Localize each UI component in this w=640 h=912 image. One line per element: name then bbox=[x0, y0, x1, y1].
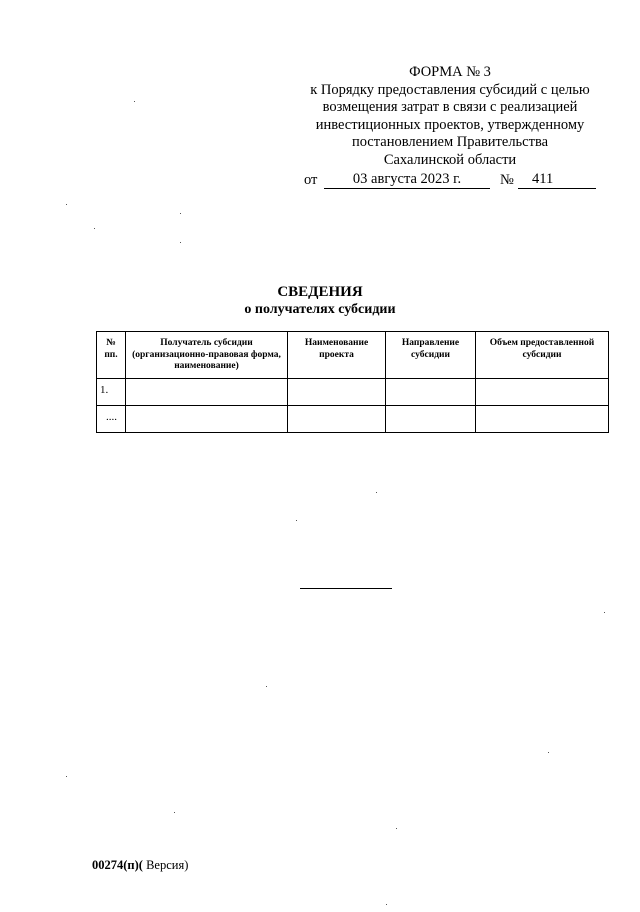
scan-speck bbox=[604, 612, 605, 613]
recipients-table bbox=[96, 331, 609, 433]
closing-divider bbox=[300, 588, 392, 589]
header-line-2: возмещения затрат в связи с реализацией bbox=[322, 99, 578, 115]
document-subtitle: о получателях субсидии bbox=[244, 302, 396, 317]
cell-amount bbox=[476, 406, 609, 433]
scan-speck bbox=[396, 828, 397, 829]
header-project-name: Наименование проекта bbox=[288, 332, 386, 379]
footer-version: Версия) bbox=[142, 858, 189, 872]
header-amount: Объем предоставленной субсидии bbox=[476, 332, 609, 379]
scan-speck bbox=[134, 101, 135, 102]
header-recipient: Получатель субсидии (организационно-правовая форма, наименование) bbox=[126, 332, 288, 379]
footer-code: 00274(п)( bbox=[92, 858, 143, 872]
scan-speck bbox=[266, 686, 267, 687]
cell-number: 1. bbox=[97, 379, 126, 406]
cell-direction bbox=[386, 406, 476, 433]
scan-speck bbox=[548, 752, 549, 753]
form-header bbox=[292, 64, 608, 169]
scan-speck bbox=[296, 520, 297, 521]
header-line-1: к Порядку предоставления субсидий с целью bbox=[310, 81, 590, 98]
header-line-5: Сахалинской области bbox=[383, 151, 517, 168]
cell-number: .... bbox=[97, 406, 126, 433]
scan-speck bbox=[180, 242, 181, 243]
scan-speck bbox=[94, 228, 95, 229]
cell-project-name bbox=[288, 379, 386, 406]
table-header-row bbox=[97, 332, 609, 379]
number-sign: № bbox=[500, 172, 514, 188]
resolution-date: 03 августа 2023 г. bbox=[324, 170, 490, 189]
document-footer bbox=[92, 858, 188, 873]
cell-recipient bbox=[126, 406, 288, 433]
cell-project-name bbox=[288, 406, 386, 433]
cell-amount bbox=[476, 379, 609, 406]
scan-speck bbox=[66, 776, 67, 777]
cell-recipient bbox=[126, 379, 288, 406]
ot-label: от bbox=[304, 172, 318, 188]
scan-speck bbox=[174, 812, 175, 813]
table-row bbox=[97, 406, 609, 433]
scan-speck bbox=[180, 213, 181, 214]
table-row bbox=[97, 379, 609, 406]
header-direction: Направление субсидии bbox=[386, 332, 476, 379]
cell-direction bbox=[386, 379, 476, 406]
header-line-4: постановлением Правительства bbox=[351, 134, 549, 150]
resolution-number: 411 bbox=[518, 170, 596, 189]
scan-speck bbox=[376, 492, 377, 493]
header-line-3: инвестиционных проектов, утвержденному bbox=[315, 116, 585, 133]
scan-speck bbox=[66, 204, 67, 205]
form-number: ФОРМА № 3 bbox=[409, 64, 491, 80]
resolution-date-row bbox=[304, 170, 604, 190]
scan-speck bbox=[386, 904, 387, 905]
document-title: СВЕДЕНИЯ bbox=[277, 284, 363, 300]
header-number: № пп. bbox=[97, 332, 126, 379]
